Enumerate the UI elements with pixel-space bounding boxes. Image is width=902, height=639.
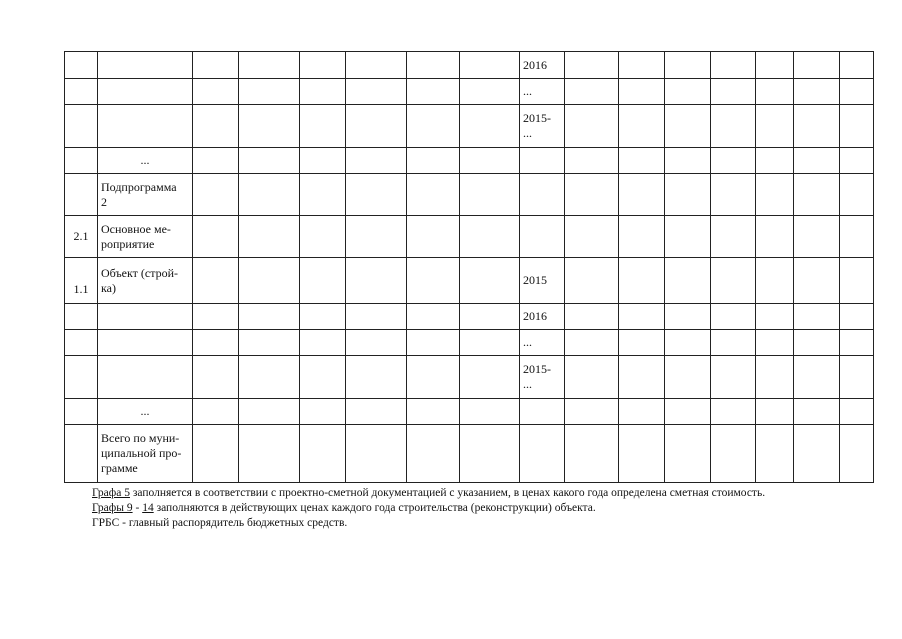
data-cell — [711, 52, 756, 79]
link-columns-14[interactable]: 14 — [142, 502, 154, 514]
data-cell — [794, 330, 840, 356]
data-cell — [794, 105, 840, 148]
data-cell — [756, 399, 794, 425]
data-cell — [300, 79, 346, 105]
row-number-cell — [65, 356, 98, 399]
data-cell — [193, 425, 239, 483]
year-cell — [520, 216, 565, 258]
data-cell — [407, 174, 460, 216]
data-cell — [665, 148, 711, 174]
data-cell — [619, 304, 665, 330]
data-cell — [565, 304, 619, 330]
table-row — [65, 79, 874, 105]
table-row — [65, 52, 874, 79]
year-cell — [520, 399, 565, 425]
data-cell — [193, 399, 239, 425]
data-cell — [460, 356, 520, 399]
data-cell — [193, 174, 239, 216]
data-cell — [794, 258, 840, 304]
data-cell — [460, 216, 520, 258]
data-cell — [239, 148, 300, 174]
data-cell — [565, 79, 619, 105]
data-cell — [239, 330, 300, 356]
data-cell — [565, 356, 619, 399]
data-cell — [460, 148, 520, 174]
data-cell — [407, 258, 460, 304]
note-column-5: Графа 5 заполняется в соответствии с проектно-сметной документацией с указанием, в ценах какого года определена сметная стоимость. — [92, 487, 766, 499]
data-cell — [665, 399, 711, 425]
data-cell — [619, 399, 665, 425]
data-cell — [565, 399, 619, 425]
data-cell — [756, 174, 794, 216]
data-cell — [619, 148, 665, 174]
name-cell: Подпрограмма 2 — [98, 174, 193, 216]
data-cell — [193, 216, 239, 258]
data-cell — [840, 330, 874, 356]
data-cell — [565, 148, 619, 174]
data-cell — [407, 399, 460, 425]
year-cell: ... — [520, 330, 565, 356]
data-cell — [756, 216, 794, 258]
data-cell — [460, 330, 520, 356]
row-number-cell: 1.1 — [65, 258, 98, 304]
data-cell — [300, 258, 346, 304]
row-number-cell — [65, 148, 98, 174]
data-cell — [665, 356, 711, 399]
data-cell — [756, 304, 794, 330]
data-cell — [346, 216, 407, 258]
data-cell — [565, 174, 619, 216]
data-cell — [711, 356, 756, 399]
data-cell — [619, 79, 665, 105]
data-cell — [665, 105, 711, 148]
data-cell — [407, 52, 460, 79]
data-cell — [300, 174, 346, 216]
year-cell — [520, 174, 565, 216]
year-cell: 2015 — [520, 258, 565, 304]
name-cell: Всего по муни- ципальной про- грамме — [98, 425, 193, 483]
data-cell — [711, 79, 756, 105]
table-row — [65, 304, 874, 330]
name-cell: Объект (строй- ка) — [98, 258, 193, 304]
data-cell — [756, 79, 794, 105]
table-row — [65, 216, 874, 258]
data-cell — [665, 258, 711, 304]
data-cell — [300, 356, 346, 399]
data-cell — [407, 425, 460, 483]
data-cell — [300, 399, 346, 425]
data-cell — [756, 258, 794, 304]
data-cell — [794, 216, 840, 258]
data-cell — [794, 304, 840, 330]
data-cell — [711, 258, 756, 304]
data-cell — [619, 425, 665, 483]
data-cell — [460, 52, 520, 79]
data-cell — [460, 425, 520, 483]
table-row — [65, 425, 874, 483]
note-columns-9-14: Графы 9 - 14 заполняются в действующих ценах каждого года строительства (реконструкции) объекта. — [92, 502, 596, 514]
data-cell — [407, 356, 460, 399]
data-cell — [239, 258, 300, 304]
data-cell — [665, 425, 711, 483]
data-cell — [840, 399, 874, 425]
data-cell — [407, 148, 460, 174]
data-cell — [711, 105, 756, 148]
data-cell — [756, 425, 794, 483]
data-cell — [407, 216, 460, 258]
data-cell — [711, 304, 756, 330]
data-cell — [756, 105, 794, 148]
data-cell — [460, 258, 520, 304]
data-cell — [239, 79, 300, 105]
data-cell — [794, 399, 840, 425]
year-cell — [520, 425, 565, 483]
data-cell — [840, 304, 874, 330]
data-cell — [711, 330, 756, 356]
data-cell — [665, 52, 711, 79]
data-cell — [565, 52, 619, 79]
data-cell — [840, 216, 874, 258]
link-column-5[interactable]: Графа 5 — [92, 487, 130, 499]
data-cell — [346, 52, 407, 79]
data-cell — [193, 258, 239, 304]
data-cell — [565, 216, 619, 258]
data-cell — [300, 52, 346, 79]
data-cell — [193, 304, 239, 330]
data-cell — [460, 105, 520, 148]
data-cell — [300, 148, 346, 174]
data-cell — [460, 399, 520, 425]
data-cell — [565, 330, 619, 356]
data-cell — [619, 216, 665, 258]
year-cell: 2015- ... — [520, 356, 565, 399]
data-cell — [239, 304, 300, 330]
row-number-cell — [65, 105, 98, 148]
data-cell — [239, 216, 300, 258]
data-cell — [565, 105, 619, 148]
data-cell — [619, 105, 665, 148]
investment-table — [64, 51, 874, 483]
data-cell — [346, 79, 407, 105]
data-cell — [619, 330, 665, 356]
data-cell — [711, 399, 756, 425]
data-cell — [665, 174, 711, 216]
data-cell — [193, 148, 239, 174]
year-cell: 2016 — [520, 304, 565, 330]
table-row — [65, 174, 874, 216]
row-number-cell — [65, 330, 98, 356]
data-cell — [565, 258, 619, 304]
data-cell — [193, 105, 239, 148]
data-cell — [407, 105, 460, 148]
data-cell — [840, 174, 874, 216]
row-number-cell — [65, 52, 98, 79]
row-number-cell: 2.1 — [65, 216, 98, 258]
data-cell — [300, 304, 346, 330]
data-cell — [756, 330, 794, 356]
data-cell — [239, 356, 300, 399]
data-cell — [346, 330, 407, 356]
data-cell — [193, 52, 239, 79]
name-cell — [98, 330, 193, 356]
data-cell — [407, 79, 460, 105]
year-cell — [520, 148, 565, 174]
year-cell: 2015- ... — [520, 105, 565, 148]
name-cell — [98, 356, 193, 399]
year-cell: ... — [520, 79, 565, 105]
data-cell — [346, 399, 407, 425]
data-cell — [840, 258, 874, 304]
table-row — [65, 105, 874, 148]
data-cell — [346, 105, 407, 148]
data-cell — [193, 356, 239, 399]
data-cell — [840, 148, 874, 174]
data-cell — [756, 356, 794, 399]
data-cell — [840, 52, 874, 79]
row-number-cell — [65, 304, 98, 330]
name-cell — [98, 52, 193, 79]
data-cell — [300, 105, 346, 148]
data-cell — [665, 216, 711, 258]
data-cell — [193, 330, 239, 356]
row-number-cell — [65, 174, 98, 216]
data-cell — [407, 304, 460, 330]
table-row — [65, 258, 874, 304]
data-cell — [665, 330, 711, 356]
data-cell — [239, 105, 300, 148]
data-cell — [840, 425, 874, 483]
data-cell — [346, 258, 407, 304]
data-cell — [665, 79, 711, 105]
data-cell — [346, 304, 407, 330]
data-cell — [300, 216, 346, 258]
row-number-cell — [65, 79, 98, 105]
data-cell — [346, 174, 407, 216]
name-cell: Основное ме- роприятие — [98, 216, 193, 258]
data-cell — [619, 258, 665, 304]
data-cell — [619, 174, 665, 216]
data-cell — [407, 330, 460, 356]
footnotes — [64, 486, 854, 531]
data-cell — [619, 356, 665, 399]
data-cell — [711, 148, 756, 174]
data-cell — [460, 79, 520, 105]
data-cell — [794, 174, 840, 216]
table-row — [65, 399, 874, 425]
name-cell: ... — [98, 399, 193, 425]
data-cell — [460, 304, 520, 330]
data-cell — [460, 174, 520, 216]
name-cell: ... — [98, 148, 193, 174]
data-cell — [239, 52, 300, 79]
table-row — [65, 356, 874, 399]
data-cell — [239, 399, 300, 425]
row-number-cell — [65, 425, 98, 483]
name-cell — [98, 304, 193, 330]
name-cell — [98, 79, 193, 105]
data-cell — [619, 52, 665, 79]
data-cell — [794, 52, 840, 79]
data-cell — [840, 105, 874, 148]
data-cell — [711, 425, 756, 483]
data-cell — [239, 425, 300, 483]
link-columns-9[interactable]: Графы 9 — [92, 502, 133, 514]
row-number-cell — [65, 399, 98, 425]
data-cell — [794, 148, 840, 174]
data-cell — [193, 79, 239, 105]
data-cell — [565, 425, 619, 483]
data-cell — [794, 79, 840, 105]
data-cell — [756, 52, 794, 79]
data-cell — [840, 356, 874, 399]
data-cell — [711, 216, 756, 258]
data-cell — [346, 356, 407, 399]
data-cell — [346, 425, 407, 483]
data-cell — [665, 304, 711, 330]
table-row — [65, 330, 874, 356]
table-row — [65, 148, 874, 174]
data-cell — [239, 174, 300, 216]
note-grbs: ГРБС - главный распорядитель бюджетных средств. — [92, 517, 348, 529]
data-cell — [346, 148, 407, 174]
data-cell — [300, 330, 346, 356]
data-cell — [840, 79, 874, 105]
name-cell — [98, 105, 193, 148]
data-cell — [756, 148, 794, 174]
data-cell — [300, 425, 346, 483]
data-cell — [794, 425, 840, 483]
data-cell — [794, 356, 840, 399]
data-cell — [711, 174, 756, 216]
year-cell: 2016 — [520, 52, 565, 79]
